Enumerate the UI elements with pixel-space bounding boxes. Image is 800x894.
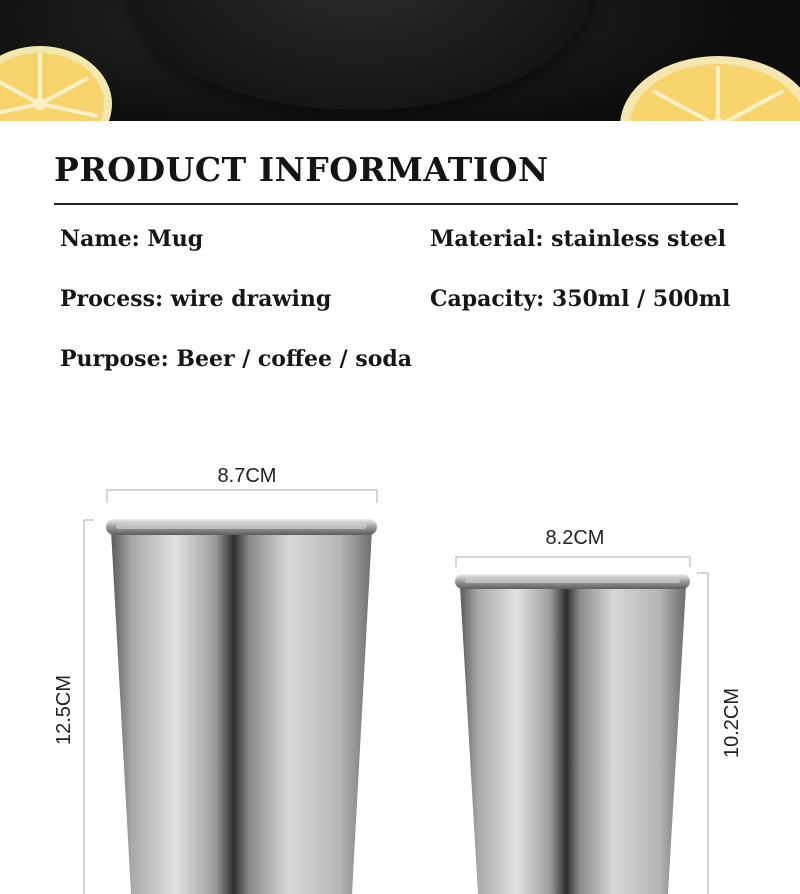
product-information-heading: PRODUCT INFORMATION: [54, 150, 549, 189]
lemon-slice-left: [0, 26, 120, 121]
heading-divider: [54, 203, 738, 205]
large-height-label: 12.5CM: [53, 674, 75, 746]
small-height-dimension-line: [697, 573, 708, 894]
spec-process: Process: wire drawing: [60, 286, 332, 312]
spec-material: Material: stainless steel: [430, 226, 726, 252]
spec-name: Name: Mug: [60, 226, 204, 252]
spec-capacity: Capacity: 350ml / 500ml: [430, 286, 731, 312]
spec-purpose: Purpose: Beer / coffee / soda: [60, 346, 413, 372]
large-cup-body: [111, 530, 372, 894]
large-width-dimension-line: [107, 490, 377, 503]
dark-plate: [130, 0, 590, 110]
large-width-label: 8.7CM: [217, 465, 277, 487]
large-height-dimension-line: [84, 520, 94, 894]
cup-dimension-diagram: [0, 440, 800, 894]
lemon-slice-right: [618, 36, 800, 121]
small-cup-body: [460, 586, 686, 894]
small-width-label: 8.2CM: [545, 527, 605, 549]
small-width-dimension-line: [456, 557, 690, 567]
small-height-label: 10.2CM: [721, 687, 743, 759]
hero-photo: [0, 0, 800, 121]
